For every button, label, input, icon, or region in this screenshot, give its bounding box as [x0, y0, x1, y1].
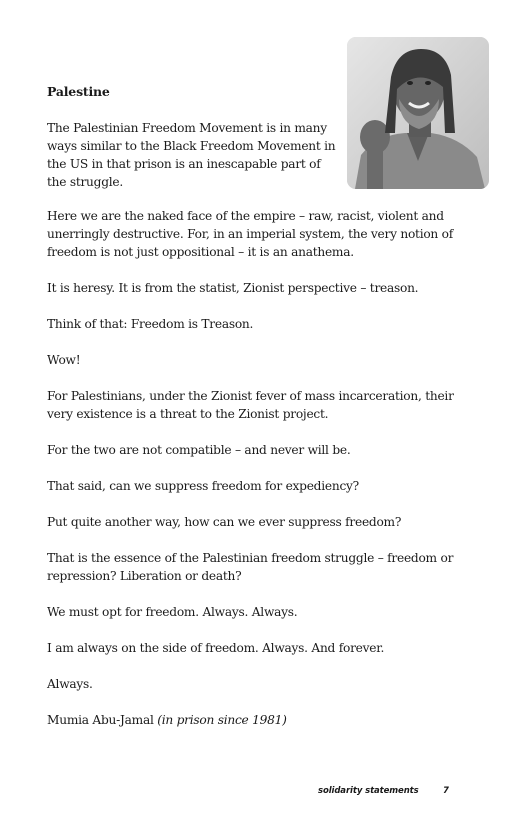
author-name: Mumia Abu-Jamal — [47, 713, 154, 727]
paragraph: For Palestinians, under the Zionist fever of mass incarceration, their very existence is a threat to the Zionist project. — [47, 389, 454, 421]
portrait-image — [347, 37, 489, 189]
page-number: 7 — [443, 786, 449, 796]
paragraph: We must opt for freedom. Always. Always. — [47, 605, 298, 619]
paragraph: Put quite another way, how can we ever suppress freedom? — [47, 515, 402, 529]
paragraph: For the two are not compatible – and never will be. — [47, 443, 351, 457]
paragraph: I am always on the side of freedom. Always. And forever. — [47, 641, 385, 655]
paragraph: Here we are the naked face of the empire – raw, racist, violent and unerringly destructive. For, in an imperial system, the very notion of freedom is not just oppositional – it is an anathema. — [47, 209, 453, 259]
signature-line — [47, 711, 467, 729]
author-portrait-photo — [347, 37, 489, 189]
paragraph: That is the essence of the Palestinian freedom struggle – freedom or repression? Liberation or death? — [47, 551, 454, 583]
paragraph: That said, can we suppress freedom for expediency? — [47, 479, 359, 493]
intro-paragraph: The Palestinian Freedom Movement is in many ways similar to the Black Freedom Movement in the US in that prison is an inescapable part of the struggle. — [47, 121, 336, 189]
section-heading: Palestine — [47, 84, 110, 99]
author-note: (in prison since 1981) — [157, 713, 287, 727]
paragraph: Always. — [47, 677, 93, 691]
body-text — [47, 207, 467, 747]
paragraph: It is heresy. It is from the statist, Zionist perspective – treason. — [47, 281, 419, 295]
footer-section-label: solidarity statements — [318, 786, 419, 796]
paragraph: Wow! — [47, 353, 81, 367]
paragraph: Think of that: Freedom is Treason. — [47, 317, 254, 331]
